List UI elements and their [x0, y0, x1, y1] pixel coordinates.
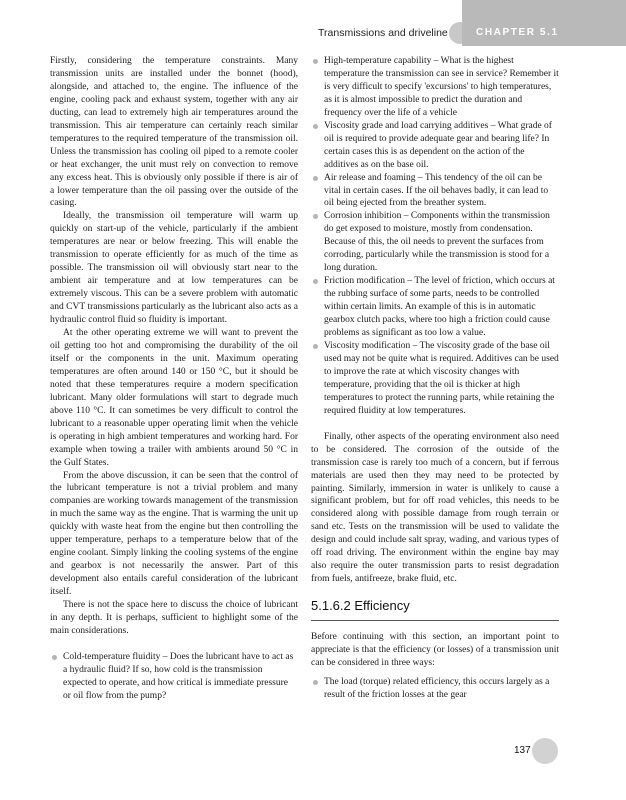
list-item [311, 120, 559, 172]
list-item [311, 275, 559, 340]
list-item-text: High-temperature capability – What is the highest temperature the transmission can see in service? Remember it is very difficult to specify 'excursions' to high temperatures, as it is almost impossible to predict the duration and frequency over the life of a vehicle [324, 56, 559, 118]
page-number: 137 [514, 745, 531, 756]
bullet-icon [313, 279, 318, 284]
left-column [50, 55, 298, 703]
list-item-text: Cold-temperature fluidity – Does the lubricant have to act as a hydraulic fluid? If so, how cold is the transmission expected to operate, and how critical is immediate pressure or oil flow from the pump? [63, 651, 294, 701]
right-column [311, 55, 559, 702]
bullet-icon [313, 680, 318, 685]
list-item-text: Corrosion inhibition – Components within the transmission do get exposed to moisture, mostly from condensation. Because of this, the oil needs to prevent the surfaces from corroding, particularly while the transmission is stood for a long duration. [324, 211, 550, 274]
list-item [311, 55, 559, 120]
body-paragraph: There is not the space here to discuss the choice of lubricant in any depth. It is perhaps, sufficient to highlight some of the main considerations. [50, 600, 298, 636]
bullet-icon [313, 214, 318, 219]
list-item-text: Viscosity grade and load carrying additives – What grade of oil is required to provide adequate gear and bearing life? In certain cases this is as dependent on the action of the additives as on the base oil. [324, 120, 552, 170]
body-paragraph: Before continuing with this section, an important point to appreciate is that the efficiency (or losses) of a transmission unit can be considered in three ways: [311, 632, 559, 669]
bullet-icon [313, 59, 318, 64]
section-divider [311, 620, 559, 621]
body-paragraph: At the other operating extreme we will want to prevent the oil getting too hot and compromising the durability of the oil itself or the components in the unit. Maximum operating temperatures are often around 140 or 150 °C, but it should be noted that these temperatures require a modern specification lubricant. Many older formulations will start to degrade much above 110 °C. It can sometimes be very difficult to control the lubricant to a reasonable upper operating limit when the vehicle is operating in high ambient temperatures and working hard. For example when towing a trailer with ambients around 50 °C in the Gulf States. [50, 328, 298, 468]
list-item-text: Viscosity modification – The viscosity grade of the base oil used may not be quite what is required. Additives can be used to improve the rate at which viscosity changes with temperature, providing that the oil is thicker at high temperatures to protect the running parts, while retaining the required fluidity at low temperatures. [324, 340, 559, 416]
bullet-icon [313, 176, 318, 181]
bullet-icon [52, 655, 57, 660]
bullet-list [311, 676, 559, 702]
list-item [311, 172, 559, 211]
list-item [311, 676, 559, 702]
list-item [311, 210, 559, 275]
list-item-text: Friction modification – The level of friction, which occurs at the rubbing surface of some parts, needs to be controlled within certain limits. An example of this is in automatic gearbox clutch packs, where too high a friction could cause problems as significant as too low a value. [324, 276, 555, 339]
section-heading: 5.1.6.2 Efficiency [311, 598, 410, 614]
body-paragraph: Finally, other aspects of the operating environment also need to be considered. The corrosion of the outside of the transmission case is rarely too much of a concern, but if ferrous materials are used then they may need to be protected by painting. Similarly, immersion in water is unlikely to cause a significant problem, but for off road vehicles, this needs to be considered along with possible damage from rough terrain or sand etc. Tests on the transmission will be used to validate the design and could include salt spray, wading, and various types of off road driving. The environment within the engine bay may also require the outer transmission parts to resist degradation from fuels, antifreeze, brake fluid, etc. [311, 431, 559, 585]
chapter-label: CHAPTER 5.1 [462, 0, 626, 46]
bullet-list [50, 651, 298, 703]
body-paragraph: From the above discussion, it can be seen that the control of the lubricant temperature is not a trivial problem and many companies are working towards management of the transmission in much the same way as the engine. That is warming the unit up quickly with waste heat from the engine but then controlling the upper temperature, perhaps to a temperature below that of the engine coolant. Simply linking the cooling systems of the engine and gearbox is not necessarily the answer. Part of this development also entails careful consideration of the lubricant itself. [50, 470, 298, 598]
bullet-list [311, 55, 559, 418]
bullet-icon [313, 344, 318, 349]
bullet-icon [313, 124, 318, 129]
list-item [50, 651, 298, 703]
running-title: Transmissions and driveline [318, 27, 448, 39]
list-item [311, 340, 559, 418]
page-number-decor-circle [532, 738, 558, 764]
list-item-text: The load (torque) related efficiency, this occurs largely as a result of the friction losses at the gear [324, 676, 550, 700]
body-paragraph: Firstly, considering the temperature constraints. Many transmission units are installed under the bonnet (hood), alongside, and attached to, the engine. The influence of the engine, cooling pack and exhaust system, together with any air ducting, can lead to extremely high air temperatures around the transmission. This air temperature can certainly reach similar temperatures to the required temperature of the transmission oil. Unless the transmission has cooling oil piped to a remote cooler or heat exchanger, the unit must rely on convection to remove any excess heat. This is obviously only possible if there is air of a lower temperature than the oil passing over the outside of the casing. [50, 56, 298, 209]
list-item-text: Air release and foaming – This tendency of the oil can be vital in certain cases. If the oil behaves badly, it can lead to oil being ejected from the breather system. [324, 172, 549, 209]
body-paragraph: Ideally, the transmission oil temperature will warm up quickly on start-up of the vehicle, particularly if the ambient temperatures are near or below freezing. This will enable the transmission to operate efficiently for as much of the time as possible. The transmission oil will obviously start near to the ambient air temperature and at low temperatures can be extremely viscous. This can be a severe problem with automatic and CVT transmissions particularly as the lubricant also acts as a hydraulic control fluid so fluidity is important. [50, 211, 298, 326]
